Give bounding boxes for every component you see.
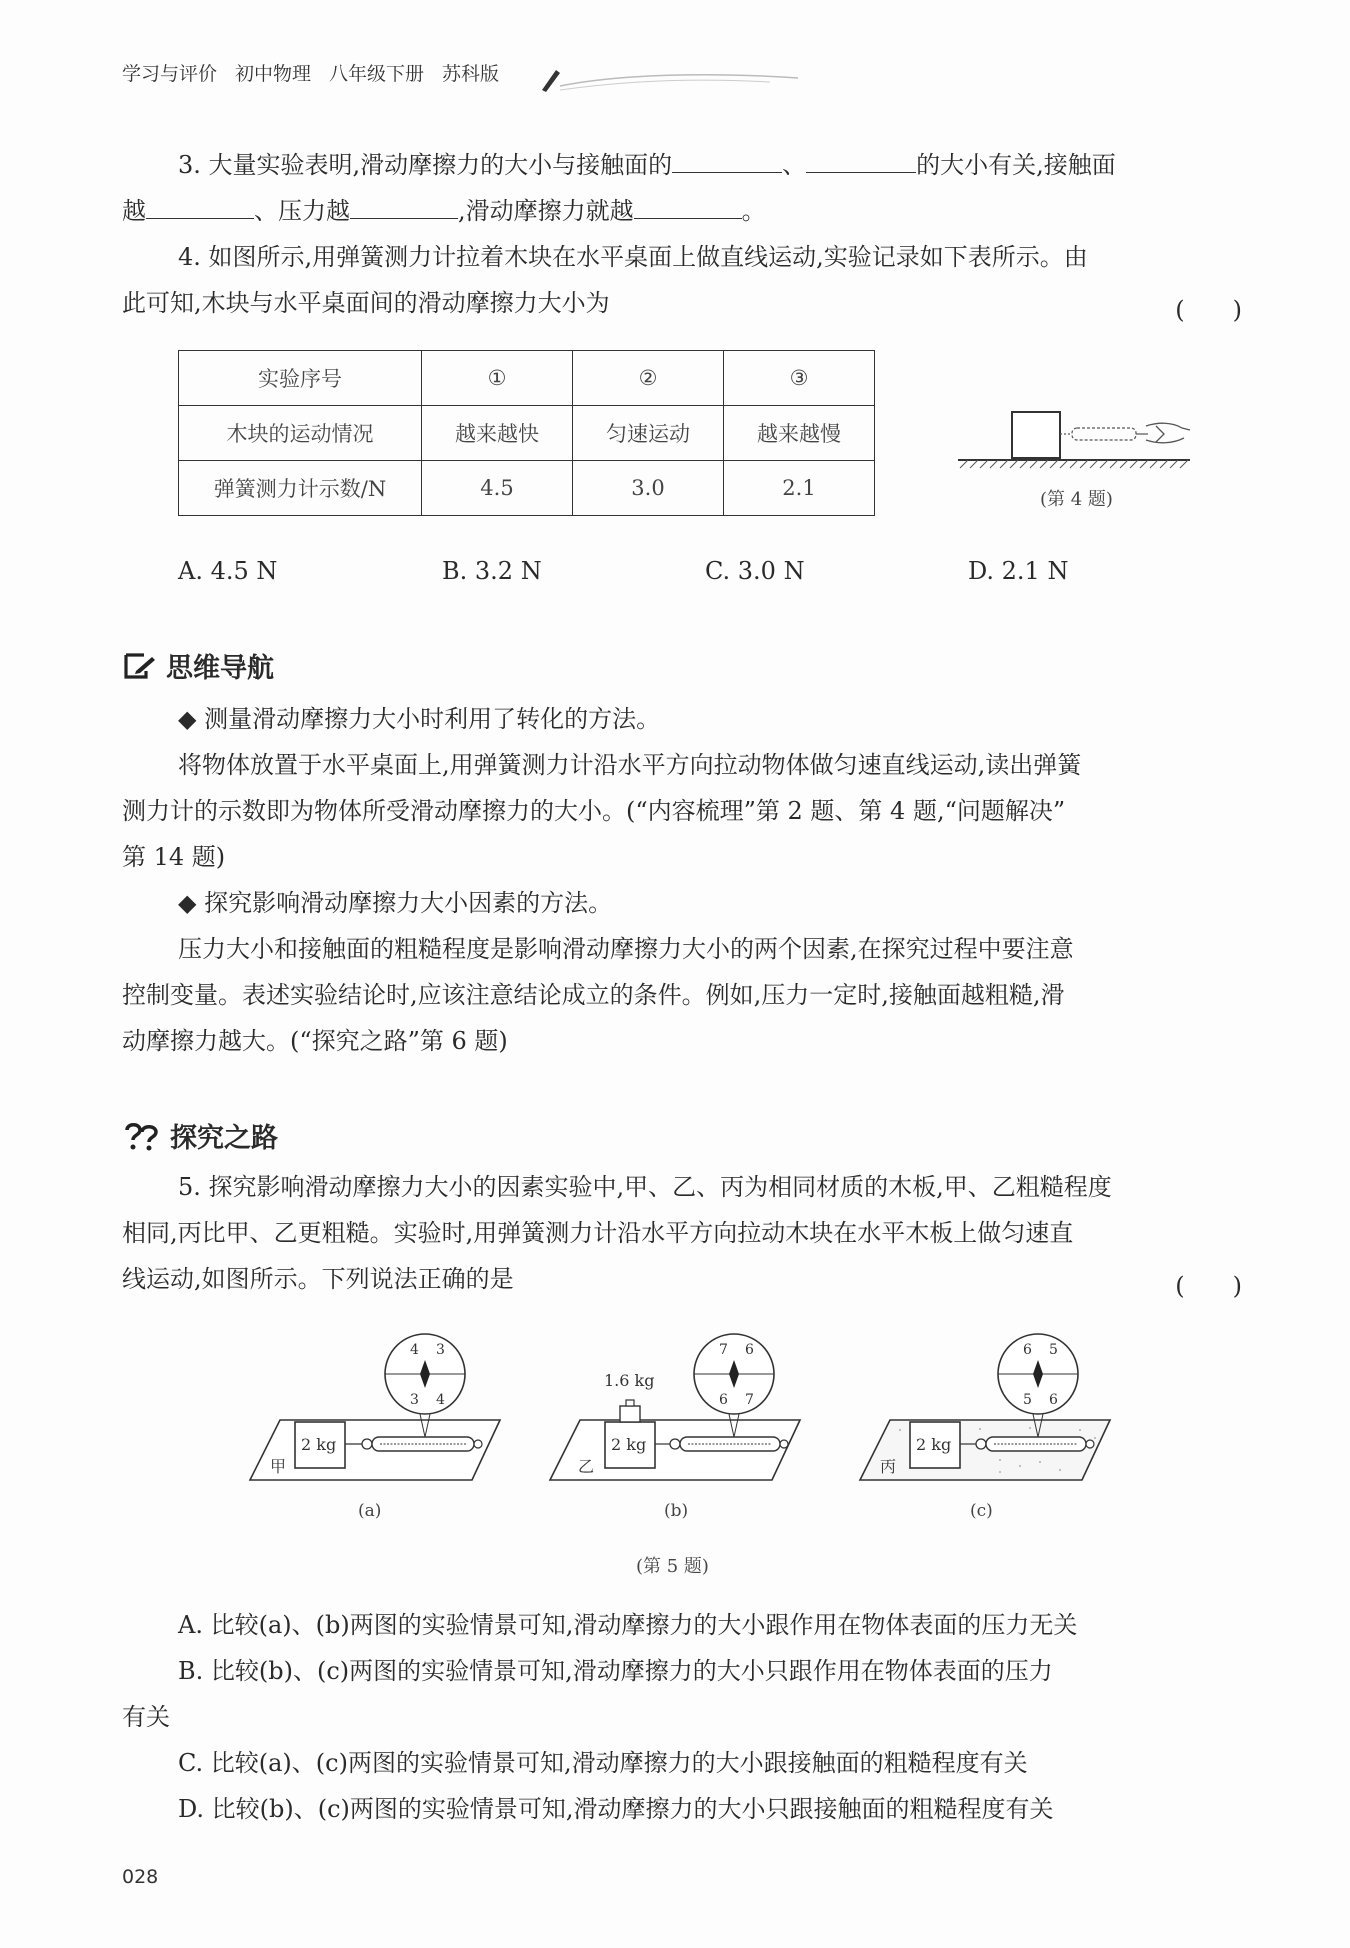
nav-para-1-line2: 测力计的示数即为物体所受滑动摩擦力的大小。(“内容梳理”第 2 题、第 4 题,“问题解决” [122, 797, 1066, 825]
q5-option-b-line1: B. 比较(b)、(c)两图的实验情景可知,滑动摩擦力的大小只跟作用在物体表面的压力 [178, 1657, 1053, 1685]
record-table [178, 350, 875, 516]
table-cell: 3.0 [573, 461, 724, 516]
option-a: A. 4.5 N [178, 557, 278, 585]
answer-paren-q4: ( ) [1175, 296, 1242, 324]
answer-paren-q5: ( ) [1175, 1272, 1242, 1300]
nav-bullet-2: ◆ 探究影响滑动摩擦力大小因素的方法。 [178, 889, 613, 917]
svg-text:6: 6 [745, 1342, 754, 1358]
svg-text:4: 4 [436, 1392, 445, 1408]
table-cell: ③ [724, 351, 875, 406]
question-5-line1: 5. 探究影响滑动摩擦力大小的因素实验中,甲、乙、丙为相同材质的木板,甲、乙粗糙程度 [178, 1173, 1112, 1201]
table-cell: 2.1 [724, 461, 875, 516]
table-cell: 实验序号 [179, 351, 422, 406]
svg-text:4: 4 [410, 1342, 419, 1358]
q5-option-c: C. 比较(a)、(c)两图的实验情景可知,滑动摩擦力的大小跟接触面的粗糙程度有关 [178, 1749, 1028, 1777]
spring-scale [1060, 428, 1148, 440]
figure-caption: (a) [358, 1501, 382, 1520]
figure-a [250, 1334, 500, 1520]
block-label: 2 kg [611, 1435, 647, 1454]
board-label: 丙 [880, 1457, 897, 1476]
svg-text:5: 5 [1049, 1342, 1058, 1358]
q5-figures [240, 1320, 1140, 1520]
blank [634, 217, 742, 219]
header-grade: 八年级下册 [329, 62, 425, 85]
page-number: 028 [122, 1866, 159, 1888]
table-row [179, 351, 875, 406]
blank [672, 171, 782, 173]
nav-para-2-line3: 动摩擦力越大。(“探究之路”第 6 题) [122, 1027, 508, 1055]
edit-icon [122, 651, 158, 681]
svg-text:5: 5 [1023, 1392, 1032, 1408]
section-thinking-nav [122, 646, 274, 685]
figure-b [550, 1334, 800, 1520]
svg-text:3: 3 [436, 1342, 445, 1358]
option-b: B. 3.2 N [442, 557, 542, 585]
header-edition: 苏科版 [442, 62, 500, 85]
q5-option-d: D. 比较(b)、(c)两图的实验情景可知,滑动摩擦力的大小只跟接触面的粗糙程度有关 [178, 1795, 1054, 1823]
pencil-icon [540, 64, 800, 94]
running-header [122, 52, 499, 92]
header-subject: 初中物理 [235, 62, 312, 85]
weight [620, 1406, 640, 1422]
option-c: C. 3.0 N [705, 557, 805, 585]
nav-para-1-line3: 第 14 题) [122, 843, 226, 871]
table-cell: 匀速运动 [573, 406, 724, 461]
header-book: 学习与评价 [122, 62, 218, 85]
svg-text:7: 7 [745, 1392, 754, 1408]
figure-caption: (c) [970, 1501, 993, 1520]
table-row [179, 406, 875, 461]
svg-text:6: 6 [1049, 1392, 1058, 1408]
svg-text:3: 3 [410, 1392, 419, 1408]
block-label: 2 kg [916, 1435, 952, 1454]
svg-text:6: 6 [719, 1392, 728, 1408]
blank [146, 217, 254, 219]
question-3-line2: 越 、压力越 ,滑动摩擦力就越 。 [122, 197, 766, 225]
figure-c [860, 1334, 1110, 1520]
table-cell: 弹簧测力计示数/N [179, 461, 422, 516]
table-cell: 4.5 [422, 461, 573, 516]
nav-para-2-line1: 压力大小和接触面的粗糙程度是影响滑动摩擦力大小的两个因素,在探究过程中要注意 [178, 935, 1074, 963]
nav-para-1-line1: 将物体放置于水平桌面上,用弹簧测力计沿水平方向拉动物体做匀速直线运动,读出弹簧 [178, 751, 1082, 779]
question-5-line2: 相同,丙比甲、乙更粗糙。实验时,用弹簧测力计沿水平方向拉动木块在水平木板上做匀速直 [122, 1219, 1074, 1247]
board-label: 甲 [270, 1457, 287, 1476]
option-d: D. 2.1 N [968, 557, 1069, 585]
table-cell: ② [573, 351, 724, 406]
question-4-line1: 4. 如图所示,用弹簧测力计拉着木块在水平桌面上做直线运动,实验记录如下表所示。由 [178, 243, 1088, 271]
blank [806, 171, 916, 173]
section-title: 探究之路 [170, 1123, 278, 1154]
nav-para-2-line2: 控制变量。表述实验结论时,应该注意结论成立的条件。例如,压力一定时,接触面越粗糙,滑 [122, 981, 1065, 1009]
figure-caption: (b) [664, 1501, 689, 1520]
nav-bullet-1: ◆ 测量滑动摩擦力大小时利用了转化的方法。 [178, 705, 661, 733]
q4-figure [950, 400, 1210, 480]
section-title: 思维导航 [166, 653, 274, 684]
hand-icon [1146, 423, 1190, 443]
question-5-line3: 线运动,如图所示。下列说法正确的是 [122, 1265, 514, 1293]
blank [350, 217, 458, 219]
section-explore [122, 1116, 278, 1155]
table-cell: 木块的运动情况 [179, 406, 422, 461]
table-cell: 越来越快 [422, 406, 573, 461]
block-label: 2 kg [301, 1435, 337, 1454]
hatching [960, 460, 1188, 468]
q5-option-a: A. 比较(a)、(b)两图的实验情景可知,滑动摩擦力的大小跟作用在物体表面的压力无关 [178, 1611, 1078, 1639]
wood-block [1012, 412, 1060, 458]
question-4-line2: 此可知,木块与水平桌面间的滑动摩擦力大小为 [122, 289, 610, 317]
figure-caption-q4: (第 4 题) [1040, 489, 1113, 510]
question-3: 3. 大量实验表明,滑动摩擦力的大小与接触面的 、 的大小有关,接触面 [178, 151, 1116, 179]
table-row [179, 461, 875, 516]
svg-text:7: 7 [719, 1342, 728, 1358]
svg-text:6: 6 [1023, 1342, 1032, 1358]
table-cell: ① [422, 351, 573, 406]
table-cell: 越来越慢 [724, 406, 875, 461]
question-marks-icon [122, 1120, 162, 1152]
weight-label: 1.6 kg [604, 1371, 655, 1390]
figure-caption-q5: (第 5 题) [636, 1556, 709, 1577]
q5-option-b-line2: 有关 [122, 1703, 170, 1731]
board-label: 乙 [578, 1457, 595, 1476]
